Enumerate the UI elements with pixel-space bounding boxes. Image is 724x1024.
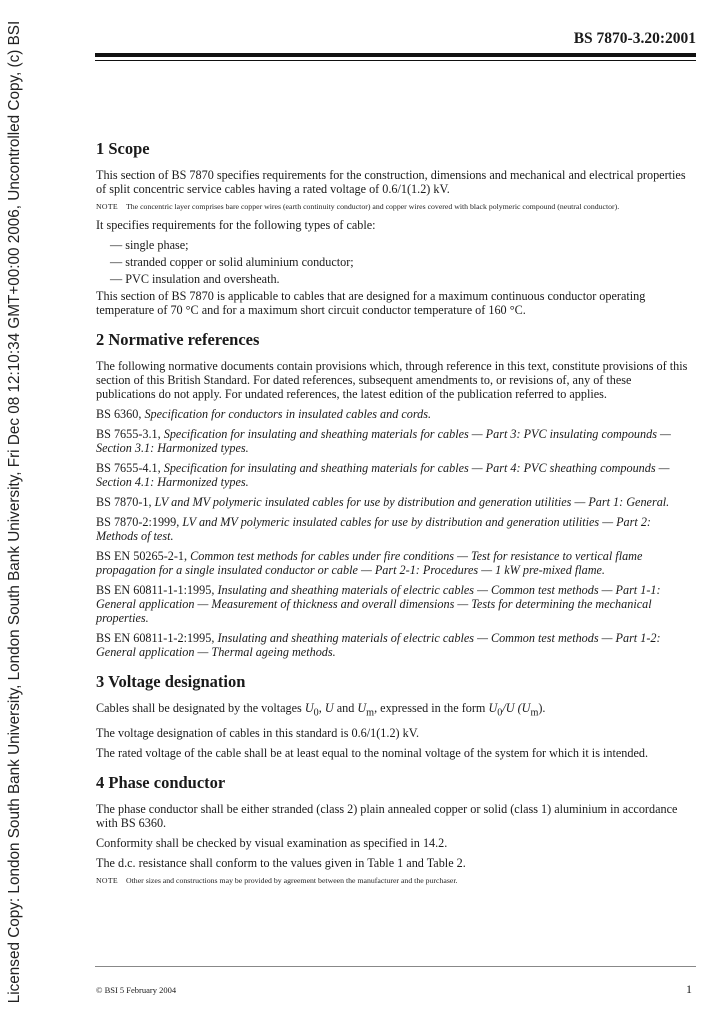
- list-item: — single phase;: [110, 238, 189, 252]
- paragraph: This section of BS 7870 specifies requirements for the construction, dimensions and mechanical and electrical properties of split concentric service cables having a rated voltage of 0.6/1(1.2) kV.: [96, 168, 686, 196]
- note: [96, 202, 694, 212]
- section-heading: 4 Phase conductor: [96, 773, 226, 793]
- note-label: NOTE: [96, 876, 118, 886]
- text-run: Cables shall be designated by the voltages: [96, 701, 305, 715]
- reference-code: BS 6360,: [96, 407, 145, 421]
- section-normative-references: [96, 331, 694, 659]
- formula-text: /U (U: [502, 701, 531, 715]
- subscript: m: [366, 707, 375, 719]
- list-item: — PVC insulation and oversheath.: [110, 272, 280, 286]
- paragraph: [96, 701, 694, 720]
- note: [96, 876, 694, 886]
- reference-item: [96, 515, 694, 543]
- reference-title: Specification for insulating and sheathing materials for cables — Part 4: PVC sheathing compounds — Section 4.1: Harmonized types.: [96, 461, 670, 489]
- reference-title: Insulating and sheathing materials of electric cables — Common test methods — Part 1-2: General application — Thermal ageing methods.: [96, 631, 661, 659]
- text-run: , expressed in the form: [374, 701, 489, 715]
- reference-item: [96, 495, 694, 509]
- note-text: Other sizes and constructions may be provided by agreement between the manufacturer and the purchaser.: [126, 876, 458, 886]
- bullet-list: [110, 238, 694, 286]
- reference-item: [96, 407, 694, 421]
- reference-code: BS 7655-3.1,: [96, 427, 164, 441]
- page-number: 1: [686, 982, 692, 996]
- reference-item: [96, 583, 694, 625]
- reference-title: Common test methods for cables under fire conditions — Test for resistance to vertical flame propagation for a single insulated conductor or cable — Part 2-1: Procedures — 1 kW pre-mixed flame.: [96, 549, 643, 577]
- section-voltage-designation: [96, 673, 694, 760]
- paragraph: It specifies requirements for the following types of cable:: [96, 218, 376, 232]
- list-item: — stranded copper or solid aluminium conductor;: [110, 255, 354, 269]
- section-heading: 2 Normative references: [96, 330, 260, 349]
- paragraph: The phase conductor shall be either stranded (class 2) plain annealed copper or solid (class 1) aluminium in accordance with BS 6360.: [96, 802, 678, 831]
- section-phase-conductor: [96, 774, 694, 886]
- text-run: ,: [318, 701, 325, 715]
- paragraph: The d.c. resistance shall conform to the values given in Table 1 and Table 2.: [96, 856, 466, 871]
- text-run: ).: [538, 701, 546, 715]
- symbol-u: U: [357, 701, 367, 715]
- header-rule-thick: [95, 53, 696, 57]
- document-id: BS 7870-3.20:2001: [573, 30, 696, 47]
- reference-item: [96, 427, 694, 455]
- paragraph: The voltage designation of cables in this standard is 0.6/1(1.2) kV.: [96, 726, 420, 741]
- reference-item: [96, 461, 694, 489]
- reference-item: [96, 631, 694, 659]
- paragraph: The rated voltage of the cable shall be at least equal to the nominal voltage of the system for which it is intended.: [96, 746, 648, 761]
- section-heading: 3 Voltage designation: [96, 672, 246, 691]
- paragraph: This section of BS 7870 is applicable to cables that are designed for a maximum continuous conductor operating temperature of 70 °C and for a maximum short circuit conductor temperature of 160 °C.: [96, 289, 646, 317]
- paragraph: Conformity shall be checked by visual examination as specified in 14.2.: [96, 836, 448, 851]
- note-text: The concentric layer comprises bare copper wires (earth continuity conductor) and copper wires covered with black polymeric compound (neutral conductor).: [126, 202, 620, 211]
- footer-rule: [95, 966, 696, 967]
- header-rule-thin: [95, 60, 696, 61]
- reference-title: Specification for insulating and sheathing materials for cables — Part 3: PVC insulating compounds — Section 3.1: Harmonized types.: [96, 427, 671, 455]
- license-watermark-text: Licensed Copy: London South Bank University, London South Bank University, Fri Dec 08 12:10:34 GMT+00:00 2006, Uncontrolled Copy, (c) BSI: [6, 20, 23, 1004]
- text-run: and: [333, 701, 358, 715]
- paragraph: The following normative documents contain provisions which, through reference in this text, constitute provisions of this section of this British Standard. For dated references, subsequent amendments to, or revisions of, any of these publications do not apply. For undated references, the latest edition of the publication referred to applies.: [96, 359, 688, 401]
- page-content: [96, 140, 694, 892]
- reference-item: [96, 549, 694, 577]
- reference-code: BS 7870-2:1999,: [96, 515, 183, 529]
- reference-code: BS EN 50265-2-1,: [96, 549, 191, 563]
- reference-title: Insulating and sheathing materials of electric cables — Common test methods — Part 1-1: General application — Measurement of thickness and overall dimensions — Tests for determining the mechanical properties.: [96, 583, 661, 625]
- note-label: NOTE: [96, 202, 118, 211]
- license-sidebar: [0, 0, 30, 1024]
- symbol-u: U: [488, 701, 498, 715]
- reference-code: BS EN 60811-1-2:1995,: [96, 631, 218, 645]
- subscript: 0: [497, 707, 503, 719]
- section-heading: 1 Scope: [96, 139, 150, 158]
- reference-title: Specification for conductors in insulated cables and cords.: [144, 407, 432, 421]
- symbol-u: U: [324, 701, 334, 715]
- reference-code: BS 7655-4.1,: [96, 461, 164, 475]
- reference-code: BS EN 60811-1-1:1995,: [96, 583, 218, 597]
- symbol-u: U: [304, 701, 314, 715]
- reference-title: LV and MV polymeric insulated cables for use by distribution and generation utilities — Part 1: General.: [154, 495, 670, 509]
- reference-title: LV and MV polymeric insulated cables for use by distribution and generation utilities — Part 2: Methods of test.: [96, 515, 651, 543]
- subscript: 0: [313, 707, 319, 719]
- subscript: m: [530, 707, 539, 719]
- reference-code: BS 7870-1,: [96, 495, 155, 509]
- section-scope: [96, 140, 694, 317]
- footer-copyright: © BSI 5 February 2004: [96, 985, 177, 995]
